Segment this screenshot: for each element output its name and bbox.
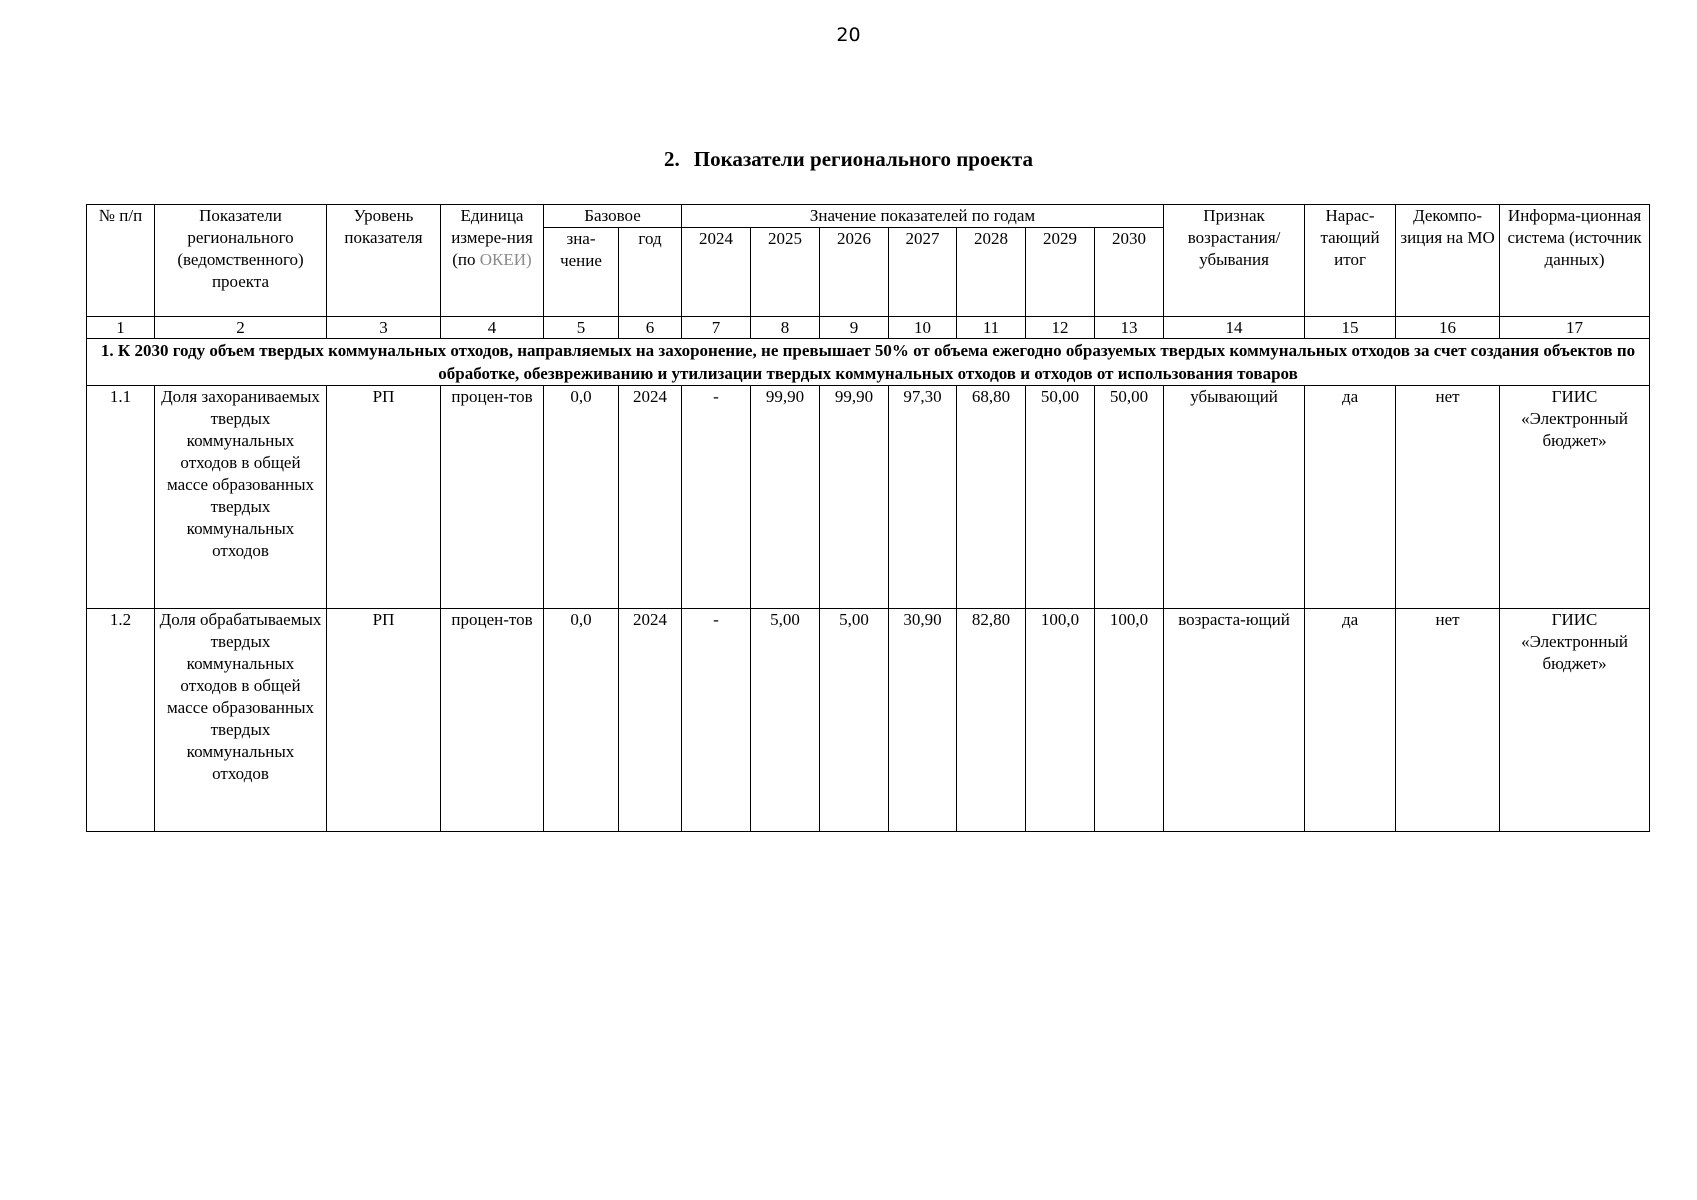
column-number: 15 xyxy=(1305,317,1396,339)
header-decomposition: Декомпо-зиция на МО xyxy=(1396,205,1500,317)
header-year: 2024 xyxy=(682,228,751,317)
header-year: 2026 xyxy=(820,228,889,317)
header-level: Уровень показателя xyxy=(327,205,441,317)
row-unit: процен-тов xyxy=(441,609,544,832)
row-value-2026: 99,90 xyxy=(820,386,889,609)
row-num: 1.1 xyxy=(87,386,155,609)
row-value-2024: - xyxy=(682,609,751,832)
table-row xyxy=(87,609,1650,832)
row-level: РП xyxy=(327,386,441,609)
column-number: 3 xyxy=(327,317,441,339)
header-unit-okei: ОКЕИ) xyxy=(479,250,532,269)
row-decomposition: нет xyxy=(1396,386,1500,609)
column-number: 12 xyxy=(1026,317,1095,339)
row-decomposition: нет xyxy=(1396,609,1500,832)
row-value-2029: 100,0 xyxy=(1026,609,1095,832)
row-unit: процен-тов xyxy=(441,386,544,609)
row-level: РП xyxy=(327,609,441,832)
row-value-2027: 97,30 xyxy=(889,386,957,609)
row-value-2028: 82,80 xyxy=(957,609,1026,832)
header-row-1 xyxy=(87,205,1650,228)
header-year: 2027 xyxy=(889,228,957,317)
column-number: 6 xyxy=(619,317,682,339)
column-number: 13 xyxy=(1095,317,1164,339)
header-unit-text: Единица измере-ния (по xyxy=(451,206,533,269)
row-base-year: 2024 xyxy=(619,386,682,609)
header-indicator: Показатели регионального (ведомственного) проекта xyxy=(155,205,327,317)
column-number: 11 xyxy=(957,317,1026,339)
goal-row xyxy=(87,339,1650,386)
header-unit xyxy=(441,205,544,317)
section-title-text: Показатели регионального проекта xyxy=(693,147,1033,171)
header-base-value: зна-чение xyxy=(544,228,619,317)
column-number: 8 xyxy=(751,317,820,339)
row-indicator: Доля захораниваемых твердых коммунальных отходов в общей массе образованных твердых коммунальных отходов xyxy=(155,386,327,609)
row-cumulative: да xyxy=(1305,386,1396,609)
row-value-2027: 30,90 xyxy=(889,609,957,832)
row-value-2026: 5,00 xyxy=(820,609,889,832)
row-value-2025: 99,90 xyxy=(751,386,820,609)
row-value-2030: 100,0 xyxy=(1095,609,1164,832)
row-trend: возраста-ющий xyxy=(1164,609,1305,832)
row-cumulative: да xyxy=(1305,609,1396,832)
column-number: 14 xyxy=(1164,317,1305,339)
column-number: 4 xyxy=(441,317,544,339)
row-value-2028: 68,80 xyxy=(957,386,1026,609)
header-base-year: год xyxy=(619,228,682,317)
column-number: 17 xyxy=(1500,317,1650,339)
section-number: 2. xyxy=(664,147,680,171)
column-number: 16 xyxy=(1396,317,1500,339)
header-year: 2028 xyxy=(957,228,1026,317)
header-base: Базовое xyxy=(544,205,682,228)
row-base-year: 2024 xyxy=(619,609,682,832)
header-info-system: Информа-ционная система (источник данных) xyxy=(1500,205,1650,317)
row-indicator: Доля обрабатываемых твердых коммунальных отходов в общей массе образованных твердых коммунальных отходов xyxy=(155,609,327,832)
row-info-system: ГИИС «Электронный бюджет» xyxy=(1500,609,1650,832)
indicators-table xyxy=(86,204,1650,832)
row-base-value: 0,0 xyxy=(544,386,619,609)
page-number: 20 xyxy=(836,24,861,46)
row-value-2029: 50,00 xyxy=(1026,386,1095,609)
column-number: 1 xyxy=(87,317,155,339)
header-years-group: Значение показателей по годам xyxy=(682,205,1164,228)
table-row xyxy=(87,386,1650,609)
header-year: 2030 xyxy=(1095,228,1164,317)
section-title xyxy=(0,147,1697,172)
header-trend: Признак возрастания/ убывания xyxy=(1164,205,1305,317)
header-cumulative: Нарас-тающий итог xyxy=(1305,205,1396,317)
row-value-2025: 5,00 xyxy=(751,609,820,832)
column-number: 2 xyxy=(155,317,327,339)
row-num: 1.2 xyxy=(87,609,155,832)
header-year: 2025 xyxy=(751,228,820,317)
column-number-row xyxy=(87,317,1650,339)
header-num: № п/п xyxy=(87,205,155,317)
row-info-system: ГИИС «Электронный бюджет» xyxy=(1500,386,1650,609)
row-base-value: 0,0 xyxy=(544,609,619,832)
row-trend: убывающий xyxy=(1164,386,1305,609)
column-number: 5 xyxy=(544,317,619,339)
column-number: 10 xyxy=(889,317,957,339)
header-year: 2029 xyxy=(1026,228,1095,317)
column-number: 9 xyxy=(820,317,889,339)
column-number: 7 xyxy=(682,317,751,339)
goal-text: 1. К 2030 году объем твердых коммунальных отходов, направляемых на захоронение, не превышает 50% от объема ежегодно образуемых твердых коммунальных отходов за счет создания объектов по обработке, обезвреживанию и утилизации твердых коммунальных отходов и отходов от использования товаров xyxy=(87,339,1650,386)
row-value-2030: 50,00 xyxy=(1095,386,1164,609)
row-value-2024: - xyxy=(682,386,751,609)
